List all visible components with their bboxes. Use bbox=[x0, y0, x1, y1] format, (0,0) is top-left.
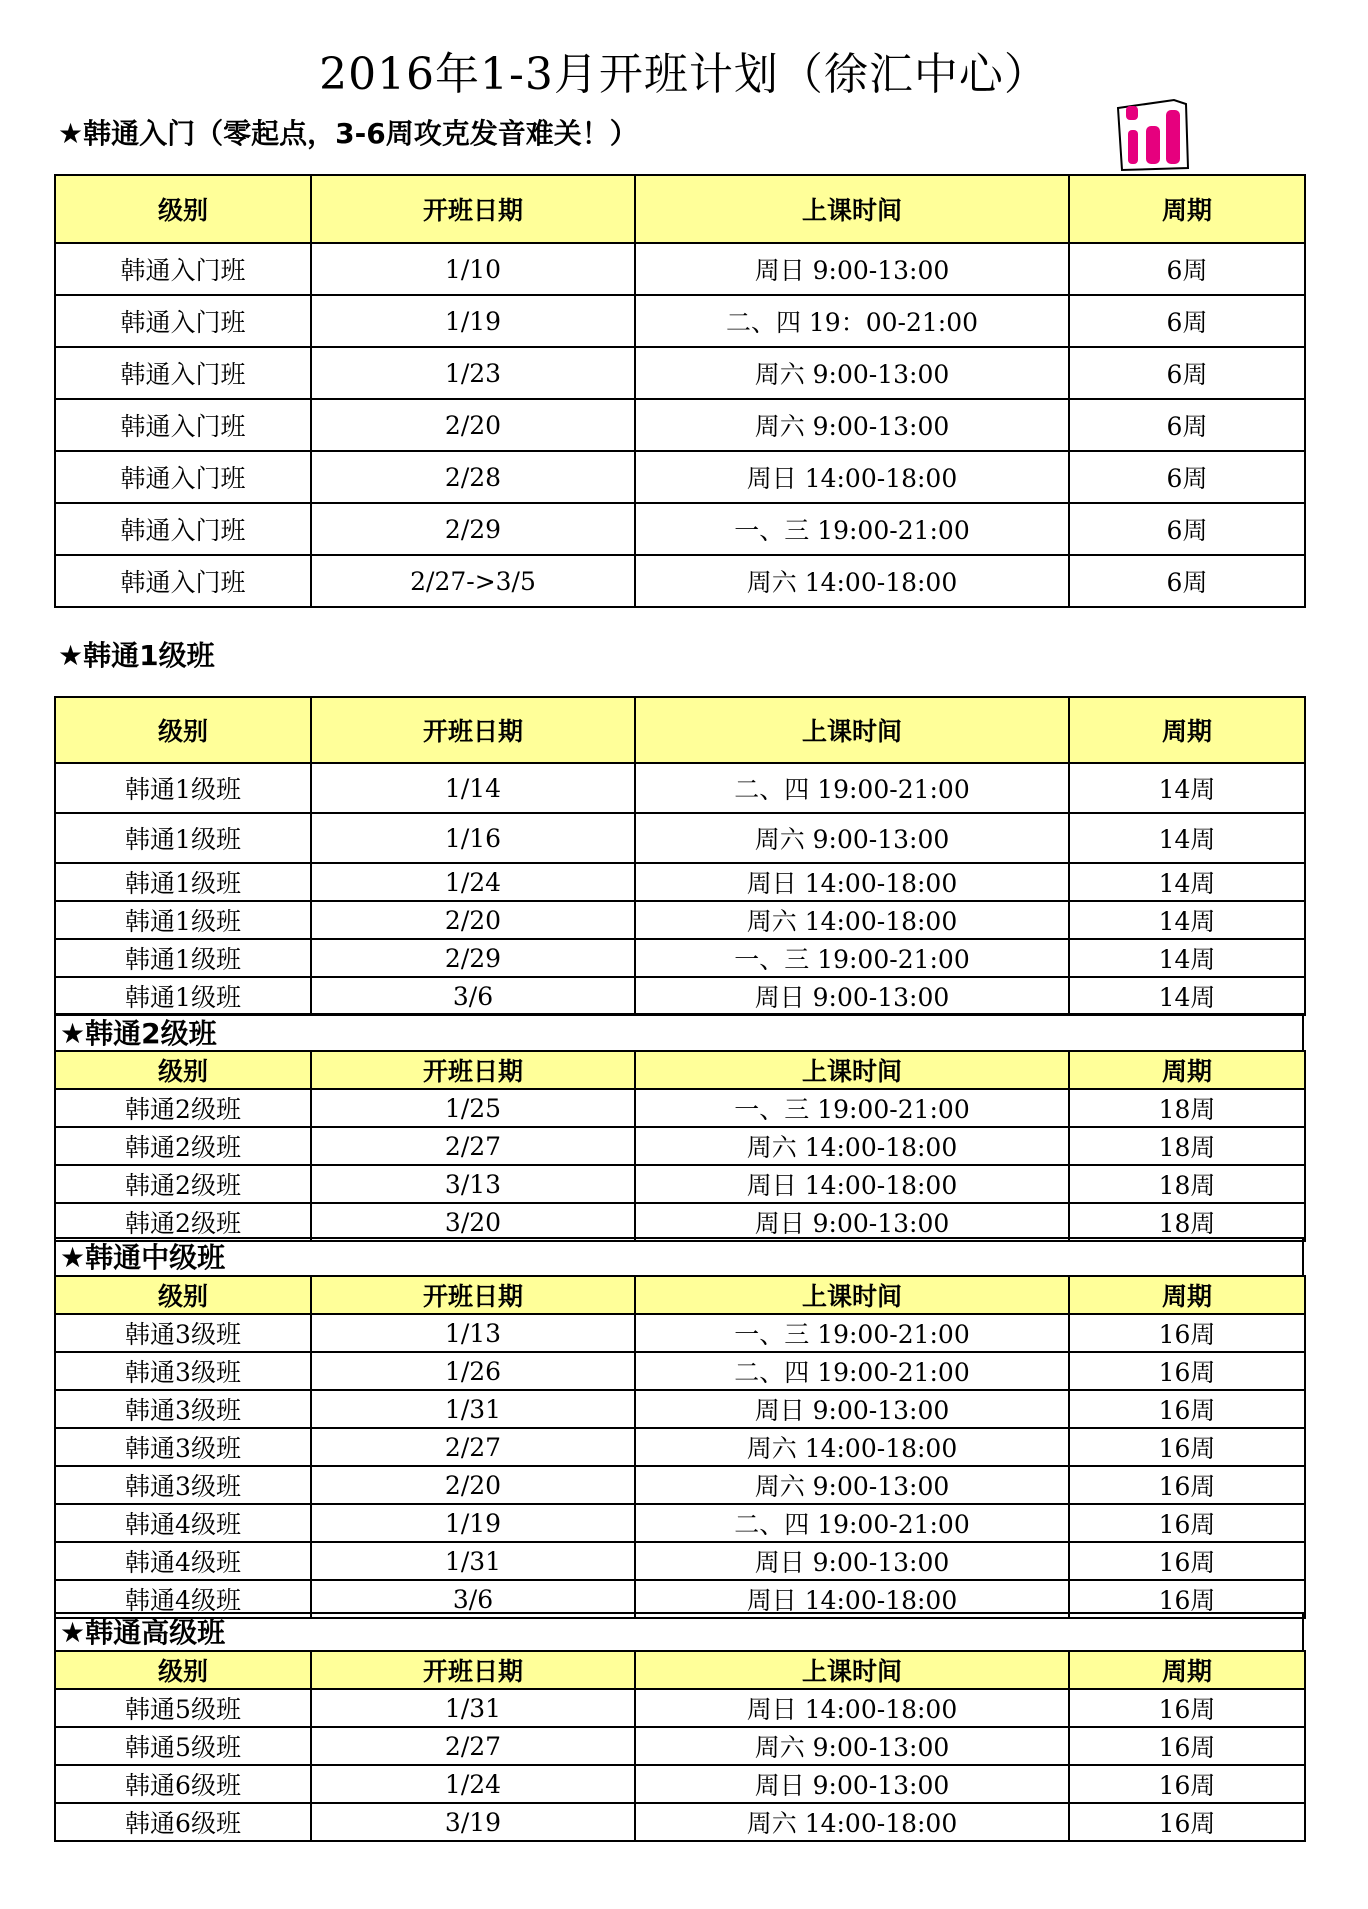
start-date-cell: 1/24 bbox=[311, 1765, 635, 1803]
start-date-cell: 3/19 bbox=[311, 1803, 635, 1841]
class-time-cell: 周六 9:00-13:00 bbox=[635, 813, 1069, 863]
class-time-cell: 二、四 19:00-21:00 bbox=[635, 763, 1069, 813]
duration-cell: 14周 bbox=[1069, 763, 1305, 813]
class-time-cell: 周日 9:00-13:00 bbox=[635, 1203, 1069, 1241]
level-cell: 韩通2级班 bbox=[55, 1127, 311, 1165]
duration-cell: 6周 bbox=[1069, 503, 1305, 555]
col-header-start-date: 开班日期 bbox=[311, 1276, 635, 1314]
duration-cell: 16周 bbox=[1069, 1504, 1305, 1542]
start-date-cell: 2/20 bbox=[311, 399, 635, 451]
table-row bbox=[55, 399, 1305, 451]
table-header-row bbox=[55, 175, 1305, 243]
level-cell: 韩通入门班 bbox=[55, 243, 311, 295]
table-row bbox=[55, 977, 1305, 1015]
start-date-cell: 3/20 bbox=[311, 1203, 635, 1241]
level-cell: 韩通2级班 bbox=[55, 1089, 311, 1127]
table-row bbox=[55, 1203, 1305, 1241]
section-heading-level2: ★韩通2级班 bbox=[54, 1013, 1304, 1051]
class-time-cell: 周日 9:00-13:00 bbox=[635, 977, 1069, 1015]
class-time-cell: 周六 14:00-18:00 bbox=[635, 555, 1069, 607]
level-cell: 韩通4级班 bbox=[55, 1580, 311, 1618]
table-row bbox=[55, 939, 1305, 977]
level-cell: 韩通1级班 bbox=[55, 939, 311, 977]
table-row bbox=[55, 295, 1305, 347]
start-date-cell: 1/19 bbox=[311, 1504, 635, 1542]
table-row bbox=[55, 347, 1305, 399]
start-date-cell: 2/27 bbox=[311, 1727, 635, 1765]
table-row bbox=[55, 1165, 1305, 1203]
duration-cell: 16周 bbox=[1069, 1803, 1305, 1841]
duration-cell: 18周 bbox=[1069, 1165, 1305, 1203]
duration-cell: 6周 bbox=[1069, 243, 1305, 295]
level-cell: 韩通入门班 bbox=[55, 399, 311, 451]
col-header-start-date: 开班日期 bbox=[311, 1051, 635, 1089]
table-row bbox=[55, 555, 1305, 607]
level-cell: 韩通5级班 bbox=[55, 1727, 311, 1765]
class-time-cell: 周六 9:00-13:00 bbox=[635, 399, 1069, 451]
col-header-level: 级别 bbox=[55, 1276, 311, 1314]
table-body-level1 bbox=[55, 697, 1305, 1015]
start-date-cell: 2/27 bbox=[311, 1428, 635, 1466]
duration-cell: 16周 bbox=[1069, 1390, 1305, 1428]
level-cell: 韩通3级班 bbox=[55, 1466, 311, 1504]
col-header-start-date: 开班日期 bbox=[311, 175, 635, 243]
table-row bbox=[55, 763, 1305, 813]
table-row bbox=[55, 451, 1305, 503]
col-header-start-date: 开班日期 bbox=[311, 1651, 635, 1689]
col-header-duration: 周期 bbox=[1069, 697, 1305, 763]
table-row bbox=[55, 1504, 1305, 1542]
level-cell: 韩通2级班 bbox=[55, 1203, 311, 1241]
pink-bars-logo-icon bbox=[1112, 96, 1192, 172]
table-row bbox=[55, 863, 1305, 901]
level-cell: 韩通入门班 bbox=[55, 555, 311, 607]
class-time-cell: 周日 14:00-18:00 bbox=[635, 863, 1069, 901]
table-intermediate bbox=[54, 1275, 1304, 1619]
table-row bbox=[55, 1352, 1305, 1390]
table-level2 bbox=[54, 1050, 1304, 1242]
start-date-cell: 2/29 bbox=[311, 939, 635, 977]
duration-cell: 14周 bbox=[1069, 939, 1305, 977]
col-header-duration: 周期 bbox=[1069, 1276, 1305, 1314]
section-heading-level1: ★韩通1级班 bbox=[58, 639, 215, 672]
level-cell: 韩通入门班 bbox=[55, 503, 311, 555]
duration-cell: 16周 bbox=[1069, 1352, 1305, 1390]
level-cell: 韩通1级班 bbox=[55, 763, 311, 813]
level-cell: 韩通6级班 bbox=[55, 1803, 311, 1841]
table-row bbox=[55, 1127, 1305, 1165]
duration-cell: 6周 bbox=[1069, 555, 1305, 607]
level-cell: 韩通入门班 bbox=[55, 295, 311, 347]
table-row bbox=[55, 243, 1305, 295]
page-title: 2016年1-3月开班计划（徐汇中心） bbox=[319, 49, 1049, 100]
level-cell: 韩通4级班 bbox=[55, 1542, 311, 1580]
class-time-cell: 周日 9:00-13:00 bbox=[635, 1765, 1069, 1803]
class-time-cell: 一、三 19:00-21:00 bbox=[635, 1314, 1069, 1352]
start-date-cell: 1/19 bbox=[311, 295, 635, 347]
duration-cell: 14周 bbox=[1069, 813, 1305, 863]
col-header-level: 级别 bbox=[55, 175, 311, 243]
table-body-intro bbox=[55, 175, 1305, 607]
duration-cell: 16周 bbox=[1069, 1727, 1305, 1765]
class-time-cell: 一、三 19:00-21:00 bbox=[635, 939, 1069, 977]
class-time-cell: 周六 14:00-18:00 bbox=[635, 1428, 1069, 1466]
level-cell: 韩通4级班 bbox=[55, 1504, 311, 1542]
duration-cell: 18周 bbox=[1069, 1203, 1305, 1241]
table-row bbox=[55, 1727, 1305, 1765]
table-row bbox=[55, 1466, 1305, 1504]
col-header-level: 级别 bbox=[55, 697, 311, 763]
level-cell: 韩通5级班 bbox=[55, 1689, 311, 1727]
class-time-cell: 周日 14:00-18:00 bbox=[635, 451, 1069, 503]
duration-cell: 6周 bbox=[1069, 295, 1305, 347]
table-body-advanced bbox=[55, 1651, 1305, 1841]
class-time-cell: 周日 9:00-13:00 bbox=[635, 243, 1069, 295]
class-time-cell: 周六 14:00-18:00 bbox=[635, 1803, 1069, 1841]
level-cell: 韩通1级班 bbox=[55, 977, 311, 1015]
table-header-row bbox=[55, 1651, 1305, 1689]
duration-cell: 6周 bbox=[1069, 347, 1305, 399]
section-heading-intermediate: ★韩通中级班 bbox=[54, 1237, 1304, 1275]
class-time-cell: 二、四 19:00-21:00 bbox=[635, 1504, 1069, 1542]
table-row bbox=[55, 1765, 1305, 1803]
level-cell: 韩通2级班 bbox=[55, 1165, 311, 1203]
col-header-class-time: 上课时间 bbox=[635, 1276, 1069, 1314]
table-row bbox=[55, 1689, 1305, 1727]
level-cell: 韩通3级班 bbox=[55, 1428, 311, 1466]
table-header-row bbox=[55, 1276, 1305, 1314]
class-time-cell: 周六 14:00-18:00 bbox=[635, 901, 1069, 939]
duration-cell: 16周 bbox=[1069, 1314, 1305, 1352]
level-cell: 韩通入门班 bbox=[55, 347, 311, 399]
level-cell: 韩通3级班 bbox=[55, 1352, 311, 1390]
level-cell: 韩通1级班 bbox=[55, 813, 311, 863]
col-header-level: 级别 bbox=[55, 1651, 311, 1689]
table-row bbox=[55, 813, 1305, 863]
start-date-cell: 1/13 bbox=[311, 1314, 635, 1352]
level-cell: 韩通1级班 bbox=[55, 863, 311, 901]
start-date-cell: 2/20 bbox=[311, 1466, 635, 1504]
duration-cell: 14周 bbox=[1069, 863, 1305, 901]
duration-cell: 16周 bbox=[1069, 1580, 1305, 1618]
duration-cell: 16周 bbox=[1069, 1689, 1305, 1727]
level-cell: 韩通入门班 bbox=[55, 451, 311, 503]
start-date-cell: 3/6 bbox=[311, 977, 635, 1015]
start-date-cell: 1/10 bbox=[311, 243, 635, 295]
start-date-cell: 1/14 bbox=[311, 763, 635, 813]
table-body-intermediate bbox=[55, 1276, 1305, 1618]
class-time-cell: 周日 14:00-18:00 bbox=[635, 1165, 1069, 1203]
col-header-level: 级别 bbox=[55, 1051, 311, 1089]
level-cell: 韩通3级班 bbox=[55, 1390, 311, 1428]
duration-cell: 18周 bbox=[1069, 1089, 1305, 1127]
col-header-class-time: 上课时间 bbox=[635, 697, 1069, 763]
col-header-class-time: 上课时间 bbox=[635, 175, 1069, 243]
start-date-cell: 3/13 bbox=[311, 1165, 635, 1203]
start-date-cell: 1/24 bbox=[311, 863, 635, 901]
section-heading-intro: ★韩通入门（零起点，3-6周攻克发音难关！） bbox=[58, 117, 638, 150]
start-date-cell: 2/28 bbox=[311, 451, 635, 503]
class-time-cell: 周日 14:00-18:00 bbox=[635, 1689, 1069, 1727]
class-time-cell: 周日 14:00-18:00 bbox=[635, 1580, 1069, 1618]
table-row bbox=[55, 1542, 1305, 1580]
table-row bbox=[55, 503, 1305, 555]
level-cell: 韩通6级班 bbox=[55, 1765, 311, 1803]
class-time-cell: 周日 9:00-13:00 bbox=[635, 1390, 1069, 1428]
duration-cell: 14周 bbox=[1069, 901, 1305, 939]
start-date-cell: 1/16 bbox=[311, 813, 635, 863]
start-date-cell: 1/25 bbox=[311, 1089, 635, 1127]
start-date-cell: 1/26 bbox=[311, 1352, 635, 1390]
class-time-cell: 一、三 19:00-21:00 bbox=[635, 503, 1069, 555]
table-header-row bbox=[55, 697, 1305, 763]
table-row bbox=[55, 1390, 1305, 1428]
class-time-cell: 二、四 19:00-21:00 bbox=[635, 1352, 1069, 1390]
start-date-cell: 2/27->3/5 bbox=[311, 555, 635, 607]
class-time-cell: 周六 9:00-13:00 bbox=[635, 1466, 1069, 1504]
duration-cell: 18周 bbox=[1069, 1127, 1305, 1165]
col-header-duration: 周期 bbox=[1069, 175, 1305, 243]
table-row bbox=[55, 1089, 1305, 1127]
col-header-duration: 周期 bbox=[1069, 1051, 1305, 1089]
section-heading-advanced: ★韩通高级班 bbox=[54, 1612, 1304, 1650]
duration-cell: 16周 bbox=[1069, 1428, 1305, 1466]
level-cell: 韩通3级班 bbox=[55, 1314, 311, 1352]
start-date-cell: 2/29 bbox=[311, 503, 635, 555]
level-cell: 韩通1级班 bbox=[55, 901, 311, 939]
col-header-class-time: 上课时间 bbox=[635, 1051, 1069, 1089]
start-date-cell: 2/20 bbox=[311, 901, 635, 939]
duration-cell: 6周 bbox=[1069, 451, 1305, 503]
duration-cell: 16周 bbox=[1069, 1466, 1305, 1504]
duration-cell: 14周 bbox=[1069, 977, 1305, 1015]
class-time-cell: 周六 14:00-18:00 bbox=[635, 1127, 1069, 1165]
start-date-cell: 3/6 bbox=[311, 1580, 635, 1618]
class-time-cell: 周六 9:00-13:00 bbox=[635, 347, 1069, 399]
table-row bbox=[55, 1803, 1305, 1841]
col-header-duration: 周期 bbox=[1069, 1651, 1305, 1689]
duration-cell: 16周 bbox=[1069, 1542, 1305, 1580]
col-header-class-time: 上课时间 bbox=[635, 1651, 1069, 1689]
table-row bbox=[55, 1314, 1305, 1352]
table-row bbox=[55, 901, 1305, 939]
table-level1 bbox=[54, 696, 1304, 1016]
start-date-cell: 1/31 bbox=[311, 1390, 635, 1428]
table-intro bbox=[54, 174, 1304, 608]
class-time-cell: 周日 9:00-13:00 bbox=[635, 1542, 1069, 1580]
duration-cell: 6周 bbox=[1069, 399, 1305, 451]
class-time-cell: 一、三 19:00-21:00 bbox=[635, 1089, 1069, 1127]
class-time-cell: 二、四 19：00-21:00 bbox=[635, 295, 1069, 347]
class-time-cell: 周六 9:00-13:00 bbox=[635, 1727, 1069, 1765]
start-date-cell: 1/31 bbox=[311, 1542, 635, 1580]
table-body-level2 bbox=[55, 1051, 1305, 1241]
table-advanced bbox=[54, 1650, 1304, 1842]
col-header-start-date: 开班日期 bbox=[311, 697, 635, 763]
start-date-cell: 1/23 bbox=[311, 347, 635, 399]
start-date-cell: 1/31 bbox=[311, 1689, 635, 1727]
table-row bbox=[55, 1428, 1305, 1466]
duration-cell: 16周 bbox=[1069, 1765, 1305, 1803]
start-date-cell: 2/27 bbox=[311, 1127, 635, 1165]
table-header-row bbox=[55, 1051, 1305, 1089]
